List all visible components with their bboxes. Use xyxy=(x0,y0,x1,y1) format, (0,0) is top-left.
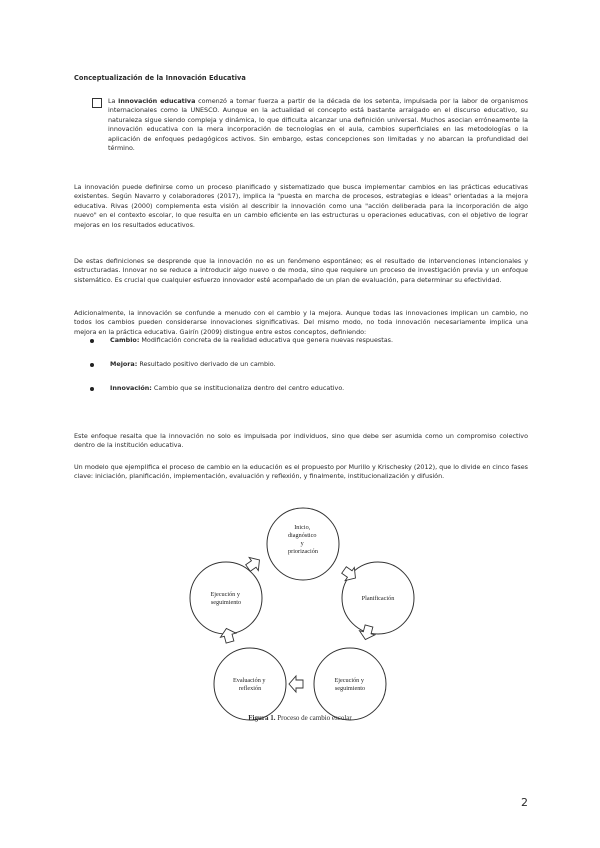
intro-block xyxy=(92,97,528,153)
intro-paragraph: La innovación educativa comenzó a tomar fuerza a partir de la década de los setenta, impulsada por la labor de organismos internacionales como la UNESCO. Aunque en la actualidad el concepto está bastante arraigado en el discurso educativo, su naturaleza sigue siendo compleja y dinámica, lo que dificulta alcanzar una definición universal. Muchos asocian erróneamente la innovación educativa con la mera incorporación de tecnologías en el aula, cambios superficiales en las metodologías o la aplicación de enfoques pedagógicos activos. Sin embargo, estas concepciones son limitadas y no abarcan la profundidad del término. xyxy=(108,97,528,153)
figure-caption: Figura 1. Proceso de cambio escolar xyxy=(248,714,352,722)
page-number: 2 xyxy=(521,796,528,809)
paragraph-model: Un modelo que ejemplifica el proceso de cambio en la educación es el propuesto por Murillo y Krischesky (2012), que lo divide en cinco fases clave: iniciación, planificación, implementación, evaluación y reflexión, y finalmente, institucionalización y difusión. xyxy=(74,463,528,481)
list-item: Mejora: Resultado positivo derivado de un cambio. xyxy=(90,360,530,384)
node-label-initiation: Inicio, diagnóstico y priorización xyxy=(287,524,318,555)
paragraph-definition: La innovación puede definirse como un proceso planificado y sistematizado que busca implementar cambios en las prácticas educativas existentes. Según Navarro y colaboradores (2017), implica la "puesta en marcha de procesos, estrategias e ideas" orientadas a la mejora educativa. Rivas (2000) complementa esta visión al describir la innovación como una "acción deliberada para la incorporación de algo nuevo" en el contexto escolar, lo que resulta en un cambio eficiente en las estructuras u operaciones educativas, con el objetivo de lograr mejoras en los resultados educativos. xyxy=(74,183,528,229)
node-label-execution-right: Ejecución y seguimiento xyxy=(334,677,366,692)
process-cycle-diagram xyxy=(186,506,420,724)
section-heading: Conceptualización de la Innovación Educativa xyxy=(74,74,246,82)
node-label-execution-left: Ejecución y seguimiento xyxy=(210,591,242,606)
intro-bold-term: innovación educativa xyxy=(118,97,196,105)
paragraph-collective: Este enfoque resalta que la innovación no solo es impulsada por individuos, sino que debe ser asumida como un compromiso colectivo dentro de la institución educativa. xyxy=(74,432,528,450)
definitions-list xyxy=(90,336,530,408)
arrow-icon xyxy=(289,676,303,692)
list-item: Innovación: Cambio que se institucionaliza dentro del centro educativo. xyxy=(90,384,530,408)
paragraph-change-vs-improvement: Adicionalmente, la innovación se confunde a menudo con el cambio y la mejora. Aunque todas las innovaciones implican un cambio, no todos los cambios pueden considerarse innovaciones significativas. Del mismo modo, no toda innovación necesariamente implica una mejora en la práctica educativa. Gairín (2009) distingue entre estos conceptos, definiendo: xyxy=(74,309,528,336)
list-item: Cambio: Modificación concreta de la realidad educativa que genera nuevas respuestas. xyxy=(90,336,530,360)
node-circle-execution-right xyxy=(314,648,386,720)
node-label-evaluation: Evaluación y reflexión xyxy=(232,677,266,692)
node-label-planning: Planificación xyxy=(361,595,395,602)
checkbox-icon[interactable] xyxy=(92,98,102,108)
paragraph-intentional: De estas definiciones se desprende que la innovación no es un fenómeno espontáneo; es el resultado de intervenciones intencionales y estructuradas. Innovar no se reduce a introducir algo nuevo o de moda, sino que requiere un proceso de investigación previa y un enfoque sistemático. Es crucial que cualquier esfuerzo innovador esté acompañado de un plan de evaluación, para determinar su efectividad. xyxy=(74,257,528,284)
bullet-icon xyxy=(90,363,94,367)
node-circle-evaluation xyxy=(214,648,286,720)
node-circle-execution-left xyxy=(190,562,262,634)
bullet-icon xyxy=(90,339,94,343)
bullet-icon xyxy=(90,387,94,391)
